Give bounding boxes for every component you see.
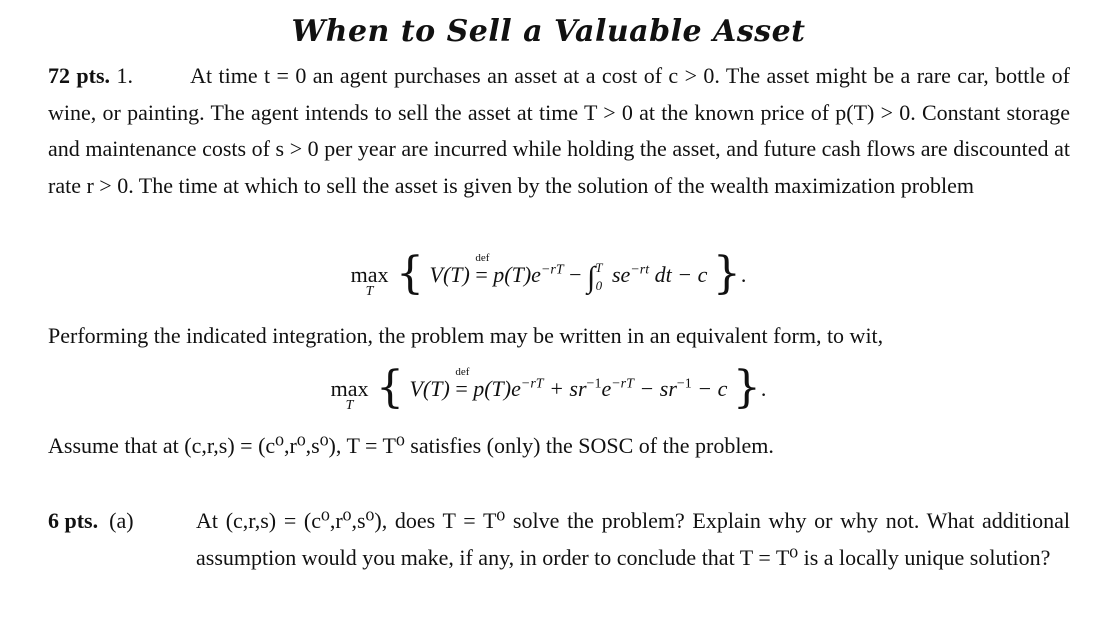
problem-1-text: At time t = 0 an agent purchases an asset at a cost of c > 0. The asset might be a rare car, bottle of wine, or painting. The agent intends to sell the asset at time T > 0 at the known price of p(T) > 0. Constant storage and maintenance costs of s > 0 per year are incurred while holding the asset, and future cash flows are discounted at rate r > 0. The time at which to sell the asset is given by the solution of the wealth maximization problem — [48, 63, 1070, 198]
eq2-def-label: def — [455, 366, 470, 378]
eq2-exp-b: −1 — [586, 376, 602, 392]
right-brace: } — [712, 248, 741, 299]
question-a-header — [48, 503, 134, 540]
max-operator-2-subscript: T — [345, 398, 354, 413]
document-title: When to Sell a Valuable Asset — [291, 14, 806, 49]
eq1-minus: − — [569, 262, 582, 287]
max-operator-label: max — [350, 262, 389, 287]
problem-1-number: 1. — [116, 63, 133, 88]
question-a-text: At (c,r,s) = (c⁰,r⁰,s⁰), does T = T⁰ solve the problem? Explain why or why not. What additional assumption would you make, if any, in order to conclude that T = T⁰ is a locally unique solution? — [196, 508, 1070, 570]
left-brace: { — [396, 248, 425, 299]
equation-1 — [0, 248, 1097, 299]
eq2-term-a: p(T)e — [473, 376, 521, 401]
eq1-exp-b: −rt — [630, 262, 650, 278]
equation-2 — [0, 362, 1097, 413]
eq1-def-label: def — [475, 252, 490, 264]
max-operator-2-label: max — [330, 376, 369, 401]
eq2-term-2: + sr — [549, 376, 587, 401]
max-operator — [350, 262, 389, 299]
eq1-integrand: se — [612, 262, 631, 287]
integral-lower: 0 — [595, 277, 603, 293]
eq2-term-2b: e — [601, 376, 612, 401]
question-a-points: 6 pts. — [48, 508, 99, 533]
integral-limits — [595, 259, 602, 295]
eq1-def-equals: def = — [475, 252, 490, 287]
problem-1-paragraph — [48, 58, 1070, 204]
left-brace-2: { — [375, 362, 404, 413]
eq2-end: . — [760, 376, 767, 401]
eq1-end: . — [740, 262, 747, 287]
problem-1-points: 72 pts. — [48, 63, 111, 88]
eq2-term-4: − c — [697, 376, 728, 401]
eq1-dt: dt − c — [654, 262, 708, 287]
eq1-lhs: V(T) — [429, 262, 470, 287]
eq2-exp-a: −rT — [520, 376, 544, 392]
paragraph-2: Performing the indicated integration, the problem may be written in an equivalent form, to wit, — [48, 323, 884, 348]
max-operator-subscript: T — [365, 284, 374, 299]
integral-upper: T — [595, 259, 603, 275]
eq2-def-equals: def = — [455, 366, 470, 401]
eq2-term-3: − sr — [639, 376, 677, 401]
eq1-exp-a: −rT — [540, 262, 564, 278]
eq2-exp-d: −1 — [676, 376, 692, 392]
eq2-lhs: V(T) — [409, 376, 450, 401]
integral-sign: ∫ — [587, 261, 596, 294]
question-a-label: (a) — [109, 508, 134, 533]
max-operator-2 — [330, 376, 369, 413]
paragraph-3: Assume that at (c,r,s) = (c⁰,r⁰,s⁰), T = T⁰ satisfies (only) the SOSC of the problem. — [48, 433, 774, 458]
right-brace-2: } — [732, 362, 761, 413]
eq1-term-a: p(T)e — [493, 262, 541, 287]
eq2-exp-c: −rT — [611, 376, 634, 392]
